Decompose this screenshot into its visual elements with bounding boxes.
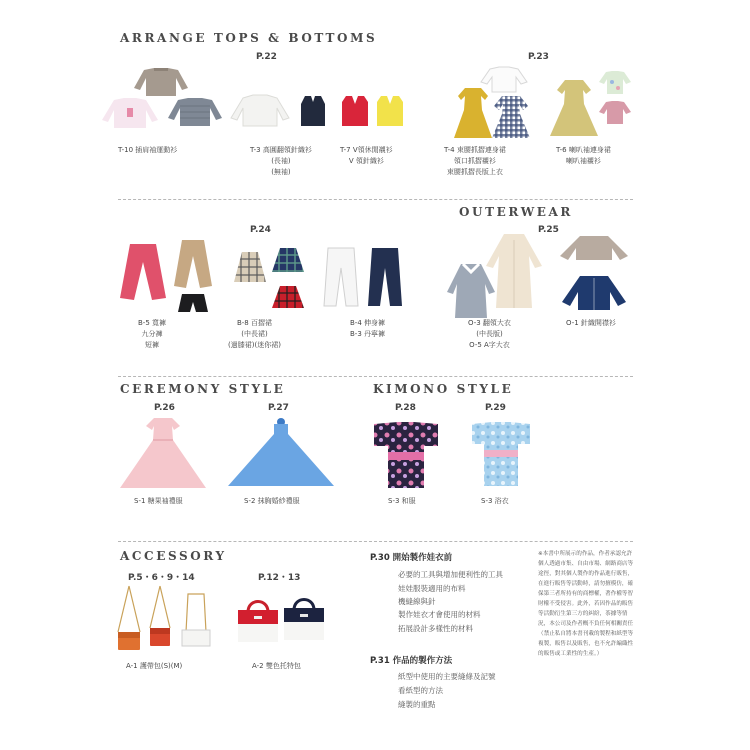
navy-cardigan-image xyxy=(560,274,628,312)
pink-blouse-image xyxy=(598,100,632,126)
caption-t4: T-4 束腰抓摺連身裙 領口抓摺襯衫 束腰抓摺長版上衣 xyxy=(444,146,506,176)
navy-vest-image xyxy=(298,94,328,128)
navy-tote-bag-image xyxy=(282,592,326,644)
section-divider xyxy=(118,541,633,542)
page-ref: P.27 xyxy=(268,403,289,413)
page-ref: P.28 xyxy=(395,403,416,413)
pink-gown-image xyxy=(118,416,208,490)
sweatshirt-brown-image xyxy=(132,66,190,98)
grey-cardigan-image xyxy=(558,234,630,262)
toc-item: 紙型中使用的主要縫條及記號 xyxy=(398,672,496,681)
page-ref: P.24 xyxy=(250,225,271,235)
cream-coat-image xyxy=(484,232,544,310)
black-shorts-image xyxy=(176,292,210,314)
red-vneck-top-image xyxy=(340,94,370,128)
caption-t10: T-10 插肩袖運動衫 xyxy=(118,146,178,154)
caption-t7: T-7 V領休閒襯衫 V 領針織衫 xyxy=(340,146,393,165)
red-tote-bag-image xyxy=(236,594,280,646)
section-title-accessory: ACCESSORY xyxy=(120,549,227,563)
yellow-vneck-top-image xyxy=(375,94,405,128)
toc-heading: P.30 開始製作娃衣前 xyxy=(370,553,453,563)
caption-t6: T-6 喇叭袖連身裙 喇叭袖襯衫 xyxy=(556,146,611,165)
beige-pants-image xyxy=(172,238,214,290)
caption-s1: S-1 糖果袖禮服 xyxy=(134,497,183,505)
mustard-dress-image xyxy=(452,86,494,140)
red-pochette-image xyxy=(146,582,174,652)
section-divider xyxy=(118,199,633,200)
page-ref: P.26 xyxy=(154,403,175,413)
toc-item: 看紙型的方法 xyxy=(398,686,443,695)
section-title-outerwear: OUTERWEAR xyxy=(459,205,574,219)
floral-kimono-image xyxy=(372,420,440,490)
plaid-skirt-red-image xyxy=(270,284,306,310)
caption-o1: O-1 針織開襟衫 xyxy=(566,319,616,327)
sweatshirt-pink-image xyxy=(100,96,160,130)
pink-wide-pants-image xyxy=(118,242,168,302)
white-pochette-image xyxy=(178,588,214,650)
caption-s3-kimono: S-3 和服 xyxy=(388,497,416,505)
white-knit-top-image xyxy=(229,94,291,128)
section-divider xyxy=(118,376,633,377)
section-title-arrange: ARRANGE TOPS & BOTTOMS xyxy=(120,31,378,45)
beige-dress-image xyxy=(548,78,600,138)
caption-b8: B-8 百摺裙 (中長裙) (過膝裙)(迷你裙) xyxy=(228,319,281,349)
section-title-kimono: KIMONO STYLE xyxy=(373,382,514,396)
plaid-skirt-navy-image xyxy=(270,246,306,274)
toc-item: 製作娃衣才會使用的材料 xyxy=(398,610,481,619)
caption-b5: B-5 寬褲 九分褲 短褲 xyxy=(138,319,167,349)
page-ref: P.29 xyxy=(485,403,506,413)
toc-item: 娃娃服裝適用的布料 xyxy=(398,584,466,593)
copyright-note: ※本書中所展示的作品，作者承認允許個人透過市集、自由市場、網路商店等途徑，對其個人製作的作品進行販售，在進行販售等活動時，請勿擅模仿，確保第三者所持有的商標權，著作權等智財權不受侵害。此外，若因作品的販售等活動衍生第三方的糾紛，茶據等情況，本公司及作者概不負任何相關責任（禁止私自將本書刊載的製程和紙型等複製，販售以及販售，也不允許編織性的販售或工業性的生產。） xyxy=(538,551,634,657)
section-title-ceremony: CEREMONY STYLE xyxy=(120,382,286,396)
page-ref: P.23 xyxy=(528,52,549,62)
toc-item: 縫製的重點 xyxy=(398,700,436,709)
blue-yukata-image xyxy=(470,420,532,488)
white-pants-image xyxy=(320,246,362,308)
page-ref: P.25 xyxy=(538,225,559,235)
sweatshirt-grey-image xyxy=(166,96,224,128)
floral-blouse-image xyxy=(598,70,632,96)
caption-a1: A-1 護帶包(S)(M) xyxy=(126,662,183,670)
caption-b4: B-4 伸身褲 B-3 丹寧褲 xyxy=(350,319,386,338)
page-ref: P.12・13 xyxy=(258,573,301,583)
denim-pants-image xyxy=(364,246,406,308)
plaid-skirt-beige-image xyxy=(232,250,268,284)
blue-gown-image xyxy=(226,416,336,488)
toc-heading: P.31 作品的製作方法 xyxy=(370,656,453,666)
caption-o3: O-3 翻領大衣 (中長版) O-5 A字大衣 xyxy=(468,319,511,349)
toc-item: 拓展設計多樣性的材料 xyxy=(398,624,473,633)
caption-s2: S-2 抹胸婚紗禮服 xyxy=(244,497,300,505)
toc-item: 必要的工具與增加便利性的工具 xyxy=(398,570,503,579)
orange-pochette-image xyxy=(114,582,144,656)
page-ref: P.5・6・9・14 xyxy=(128,573,195,583)
page-ref: P.22 xyxy=(256,52,277,62)
caption-s3-yukata: S-3 浴衣 xyxy=(481,497,509,505)
toc-item: 機縫線與針 xyxy=(398,597,436,606)
caption-a2: A-2 雙色托特包 xyxy=(252,662,301,670)
caption-t3: T-3 高圓翻領針織衫 (長袖) (無袖) xyxy=(250,146,312,176)
gingham-dress-image xyxy=(490,94,532,140)
